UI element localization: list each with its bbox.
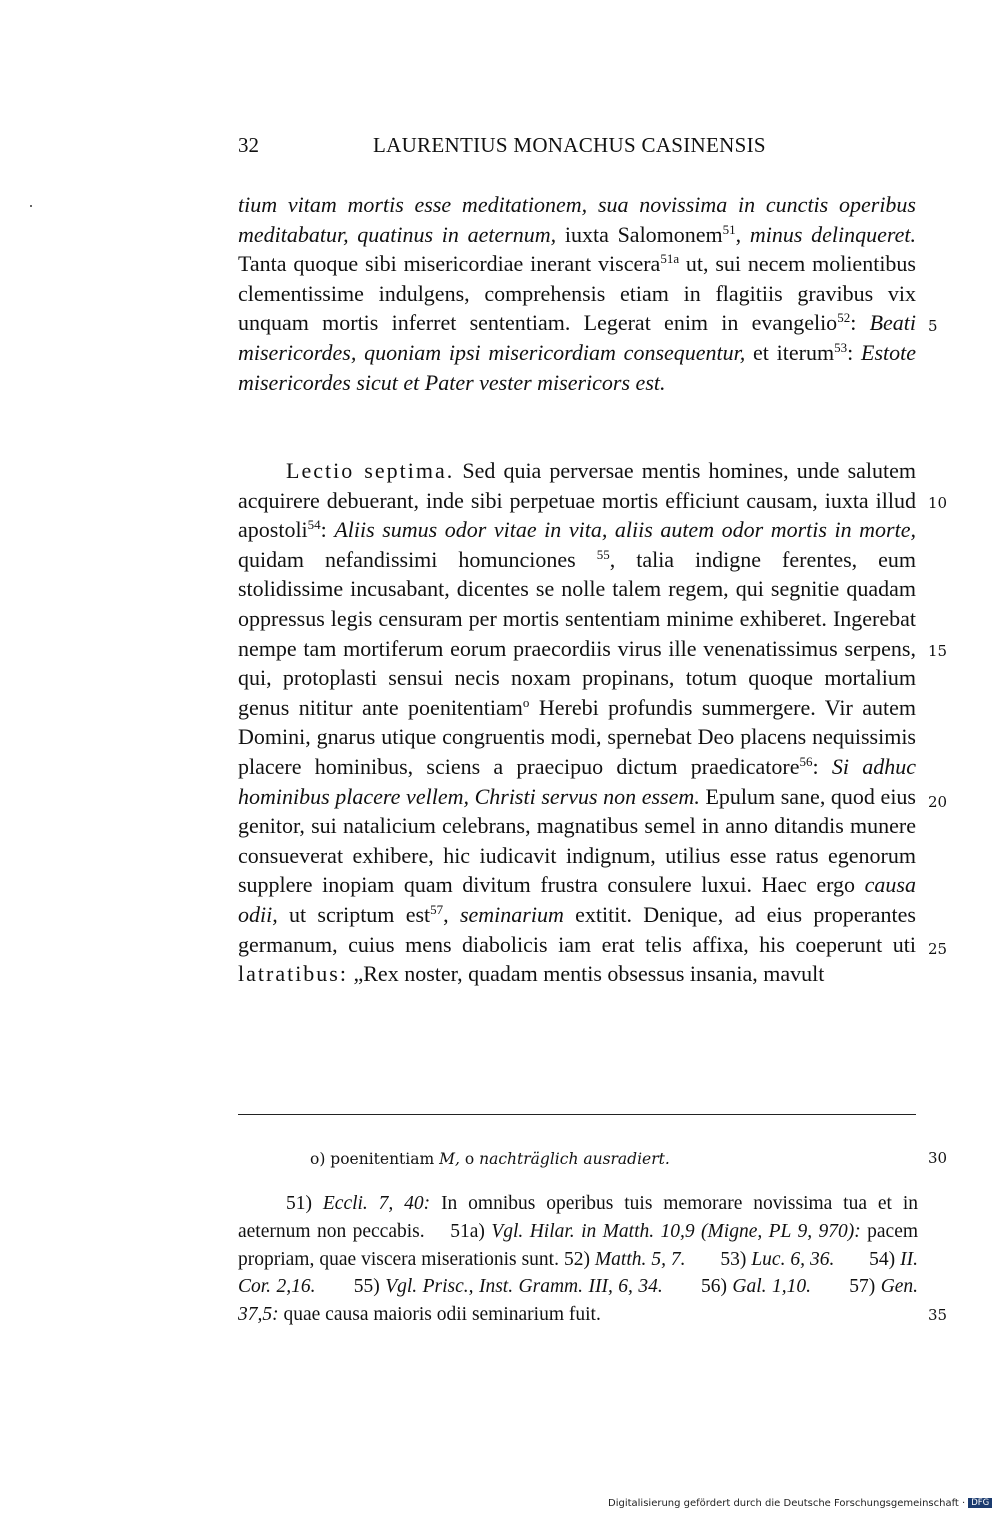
line-number: 15 <box>928 642 948 660</box>
text-italic: causa odii, <box>238 872 916 927</box>
running-title: LAURENTIUS MONACHUS CASINENSIS <box>373 133 766 157</box>
text: Epulum sane, quod eius genitor, sui natalicium celebrans, magnatibus semel in anno ditandis munere consueverat exhibere, hic iudicavit indignum, utilius esse ratus egenorum supplere inopiam quam divitum frustra consulere luxui. Haec ergo <box>238 783 916 898</box>
footnote-ref-51[interactable]: 51 <box>722 221 736 237</box>
footnote-ref-55[interactable]: 55 <box>596 546 610 562</box>
footnote-ref: Matth. 5, 7. <box>594 1248 686 1270</box>
note-text-italic: M, <box>439 1150 460 1168</box>
text-italic: minus delinqueret. <box>749 221 917 247</box>
text: : <box>320 517 327 543</box>
footnote-ref: Gal. 1,10. <box>732 1276 812 1298</box>
text: iuxta Salomonem <box>556 221 723 247</box>
footnote-ref: Vgl. Hilar. in Matth. 10,9 (Migne, PL 9, 970): <box>491 1220 861 1242</box>
line-number: 35 <box>928 1306 948 1324</box>
line-number: 10 <box>928 494 948 512</box>
footnote-ref-56[interactable]: 56 <box>799 753 813 769</box>
footnote-ref: Luc. 6, 36. <box>751 1248 835 1270</box>
page-number: 32 <box>238 133 259 157</box>
footnote-ref-52[interactable]: 52 <box>837 310 851 326</box>
note-text-italic: nachträglich ausradiert. <box>479 1150 670 1168</box>
line-number: 30 <box>928 1149 948 1167</box>
scan-speck <box>30 205 32 207</box>
line-number: 5 <box>928 317 938 335</box>
text: , <box>735 221 742 247</box>
paragraph-2 <box>238 456 916 989</box>
text-italic: seminarium <box>459 901 564 927</box>
digitization-credit <box>608 1498 992 1509</box>
text-italic: tium vitam mortis esse meditationem, sua novissima in cunctis operibus meditabatur, quatinus in aeternum, <box>238 192 916 247</box>
footnote-number: 57) <box>849 1276 876 1298</box>
text: ut, sui necem molientibus clementissime indulgens, comprehensis etiam in flagitiis gravibus vix unquam mortis inferret sententiam. Legerat enim in evangelio <box>238 251 916 336</box>
note-text: o <box>464 1150 475 1168</box>
text: Herebi profundis summergere. Vir autem Domini, gnarus utique congruentis modi, spernebat Deo placens nequissimis placere hominibus, sciens a praecipuo dictum praedicatore <box>238 694 916 779</box>
text: „Rex noster, quadam mentis obsessus insania, mavult <box>347 961 825 987</box>
page-header <box>238 133 918 165</box>
note-text: o) poenitentiam <box>310 1150 435 1168</box>
text: et iterum <box>745 339 835 365</box>
footnote-text: In omnibus operibus tuis memorare novissima tua et in aeternum non peccabis. <box>238 1193 918 1242</box>
footnote-ref: II. Cor. 2,16. <box>238 1248 918 1298</box>
footnotes <box>238 1190 918 1329</box>
text: , talia indigne ferentes, eum stolidissime incusabant, dicentes se nolle talem regem, qui segnitie quadam oppressus legis censuram per mortis sententiam minime exhiberet. Ingerebat nempe tam mortiferum eorum praecordiis virus ille venenatissimus serpens, qui, protoplasti sensui necis noxam propinans, totum quoque mortalium genus nititur ante poenitentiam <box>238 546 917 720</box>
text-italic: Estote misericordes sicut et Pater vester misericors est. <box>238 339 916 395</box>
text: : <box>812 753 819 779</box>
text-italic: Aliis sumus odor vitae in vita, aliis autem odor mortis in morte, <box>334 517 916 543</box>
text-italic: Si adhuc hominibus placere vellem, Christi servus non essem. <box>238 753 917 809</box>
line-number: 20 <box>928 793 948 811</box>
footnote-number: 51) <box>286 1193 312 1214</box>
note-ref-o[interactable]: o <box>522 694 530 710</box>
footnote-number: 52) <box>563 1248 590 1270</box>
text: Sed quia perversae mentis homines, unde salutem acquirere debuerant, inde sibi perpetuae mortis efficiunt causam, iuxta illud apostoli <box>238 458 917 543</box>
text: : <box>850 310 857 336</box>
paragraph-1 <box>238 190 916 397</box>
footnote-number: 51a) <box>450 1220 485 1242</box>
dfg-logo: DFG <box>968 1498 992 1508</box>
footnote-ref-53[interactable]: 53 <box>834 339 848 355</box>
text-spaced: latratibus: <box>238 961 348 987</box>
footnote-text: quae causa maioris odii seminarium fuit. <box>278 1304 601 1326</box>
footnote-number: 53) <box>720 1248 747 1270</box>
text: : <box>847 339 854 365</box>
footnote-divider <box>238 1114 916 1115</box>
footnote-number: 54) <box>869 1248 896 1270</box>
credit-text: Digitalisierung gefördert durch die Deutsche Forschungsgemeinschaft · <box>608 1498 966 1509</box>
textual-note <box>310 1150 670 1168</box>
text: ut scriptum est <box>277 901 431 927</box>
footnote-number: 55) <box>353 1276 380 1298</box>
text: Tanta quoque sibi misericordiae inerant viscera <box>238 251 661 277</box>
line-number: 25 <box>928 940 948 958</box>
footnote-text: pacem propriam, quae viscera miserationis sunt. <box>238 1220 919 1270</box>
footnote-ref-51a[interactable]: 51a <box>660 251 680 267</box>
footnote-ref-57[interactable]: 57 <box>430 901 444 917</box>
text-italic: Beati misericordes, quoniam ipsi misericordiam consequentur, <box>238 310 916 365</box>
text: , <box>443 901 449 927</box>
footnote-ref-54[interactable]: 54 <box>307 517 321 533</box>
footnote-number: 56) <box>700 1276 727 1298</box>
footnote-ref: Gen. 37,5: <box>238 1276 919 1326</box>
text: extitit. Denique, ad eius properantes germanum, cuius mens diabolicis iam erat telis affixa, his coeperunt uti <box>238 901 916 957</box>
footnote-ref: Eccli. 7, 40: <box>322 1193 431 1214</box>
footnote-ref: Vgl. Prisc., Inst. Gramm. III, 6, 34. <box>385 1276 663 1298</box>
lectio-heading: Lectio septima. <box>286 458 455 483</box>
text: quidam nefandissimi homunciones <box>238 546 576 572</box>
